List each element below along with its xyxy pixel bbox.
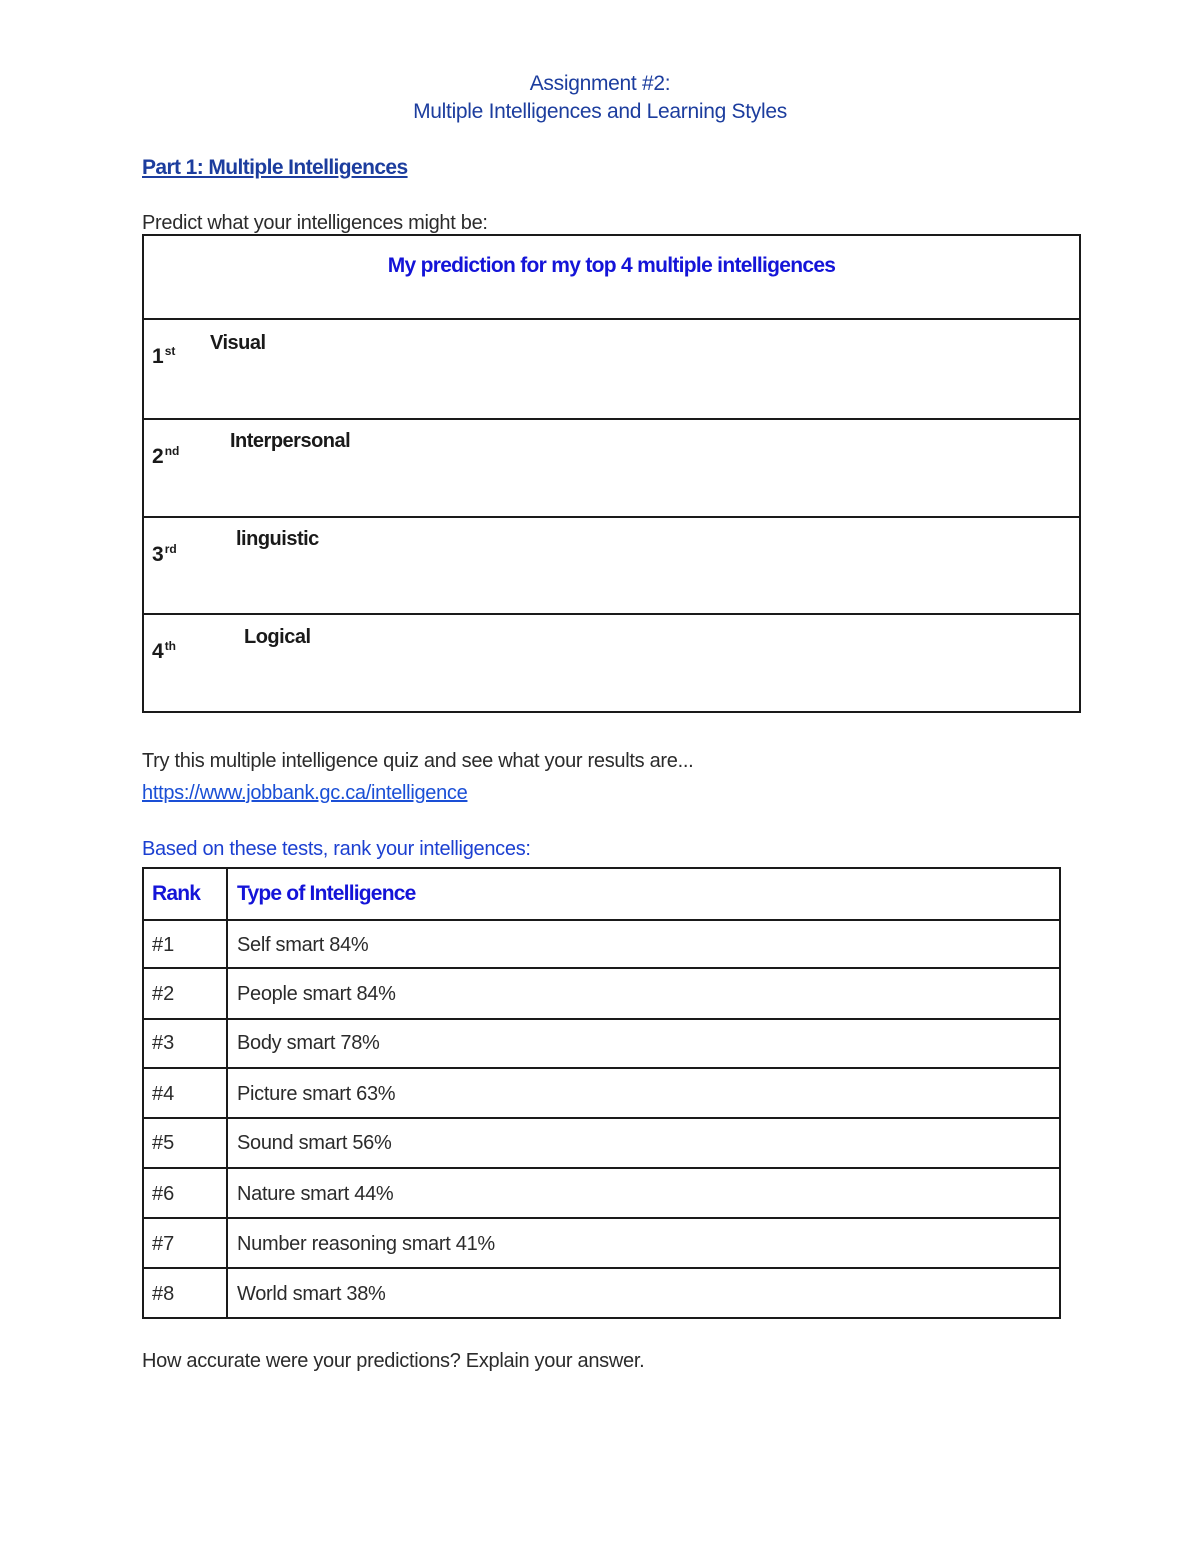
prediction-value: Interpersonal — [230, 430, 351, 452]
quiz-link[interactable]: https://www.jobbank.gc.ca/intelligence — [142, 782, 468, 804]
prediction-rank: 3rd — [152, 542, 177, 566]
accuracy-question: How accurate were your predictions? Explain your answer. — [142, 1350, 645, 1372]
type-cell: World smart 38% — [237, 1283, 386, 1305]
rank-cell: #1 — [152, 934, 175, 956]
rank-intro: Based on these tests, rank your intelligences: — [142, 838, 531, 860]
type-header-cell: Type of Intelligence — [237, 882, 416, 905]
prediction-row — [144, 615, 1079, 711]
predict-intro: Predict what your intelligences might be: — [142, 212, 488, 234]
rank-cell: #8 — [152, 1283, 175, 1305]
rank-cell: #5 — [152, 1132, 175, 1154]
rank-cell: #4 — [152, 1083, 175, 1105]
prediction-value: Logical — [244, 626, 311, 648]
quiz-intro: Try this multiple intelligence quiz and see what your results are... — [142, 750, 694, 772]
prediction-rank: 4th — [152, 639, 177, 663]
prediction-row — [144, 320, 1079, 420]
table-row — [144, 1219, 1059, 1269]
type-cell: Picture smart 63% — [237, 1083, 396, 1105]
table-row — [144, 1119, 1059, 1169]
prediction-table — [142, 234, 1081, 713]
table-row — [144, 1020, 1059, 1069]
rank-cell: #2 — [152, 983, 175, 1005]
type-cell: Sound smart 56% — [237, 1132, 392, 1154]
part1-heading: Part 1: Multiple Intelligences — [142, 156, 408, 179]
rank-table — [142, 867, 1061, 1319]
rank-cell: #7 — [152, 1233, 175, 1255]
prediction-value: Visual — [210, 332, 266, 354]
table-row — [144, 921, 1059, 969]
type-cell: Body smart 78% — [237, 1032, 380, 1054]
table-row — [144, 1269, 1059, 1317]
table-row — [144, 1069, 1059, 1119]
type-cell: Nature smart 44% — [237, 1183, 394, 1205]
prediction-value: linguistic — [236, 528, 319, 550]
rank-table-header — [144, 869, 1059, 921]
table-row — [144, 969, 1059, 1020]
rank-header-cell: Rank — [152, 882, 201, 905]
type-cell: People smart 84% — [237, 983, 396, 1005]
prediction-row — [144, 518, 1079, 615]
prediction-rank: 2nd — [152, 444, 180, 468]
prediction-table-header — [144, 236, 1079, 320]
type-cell: Self smart 84% — [237, 934, 369, 956]
prediction-row — [144, 420, 1079, 518]
table-row — [144, 1169, 1059, 1219]
rank-cell: #3 — [152, 1032, 175, 1054]
document-subtitle: Multiple Intelligences and Learning Styles — [413, 100, 787, 123]
prediction-rank: 1st — [152, 344, 176, 368]
document-title: Assignment #2: — [529, 72, 671, 95]
prediction-table-header-label: My prediction for my top 4 multiple intelligences — [387, 254, 836, 277]
rank-cell: #6 — [152, 1183, 175, 1205]
type-cell: Number reasoning smart 41% — [237, 1233, 495, 1255]
